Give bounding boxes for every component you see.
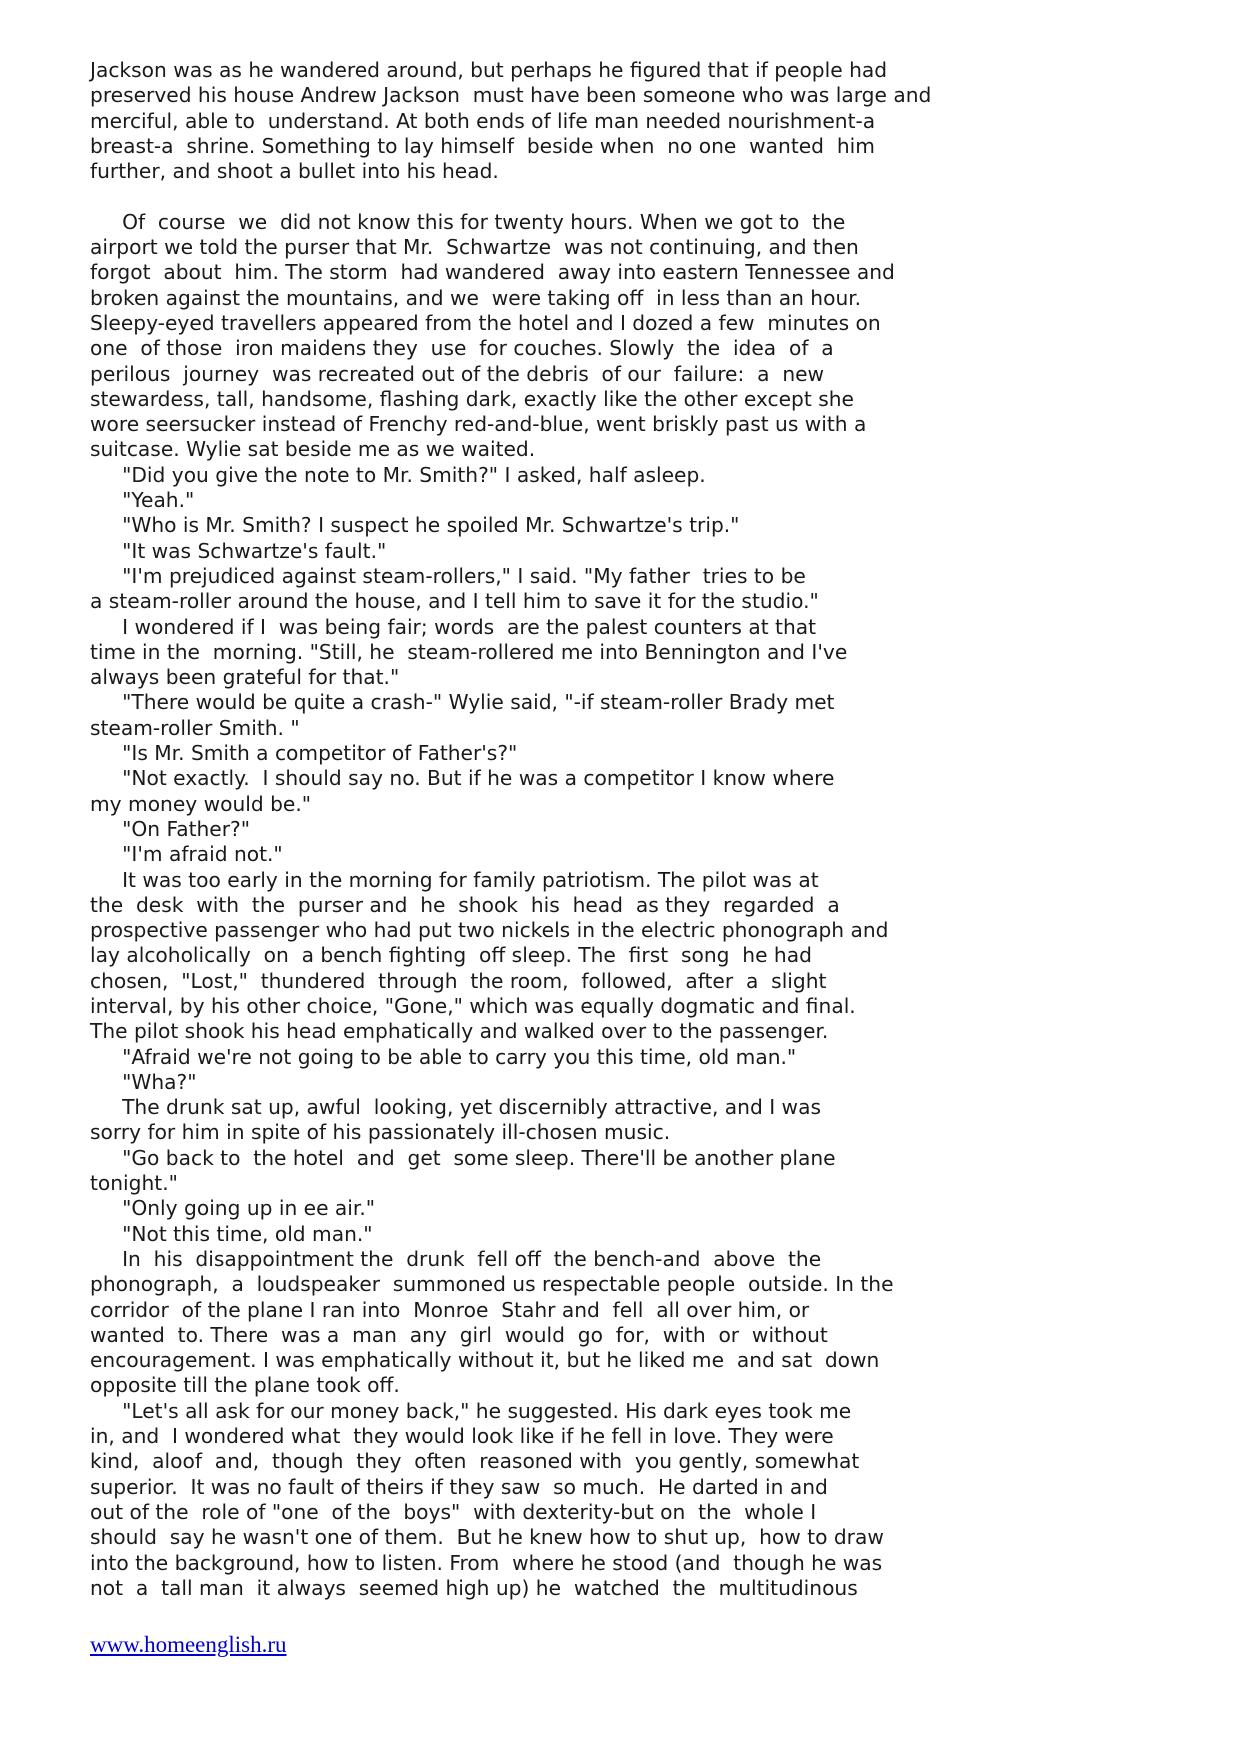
- text-line: one of those iron maidens they use for couches. Slowly the idea of a: [90, 336, 834, 361]
- text-line: in, and I wondered what they would look like if he fell in love. They were: [90, 1424, 834, 1449]
- text-line: forgot about him. The storm had wandered away into eastern Tennessee and: [90, 260, 895, 285]
- text-line: perilous journey was recreated out of the debris of our failure: a new: [90, 361, 825, 386]
- text-line: preserved his house Andrew Jackson must have been someone who was large and: [90, 83, 932, 108]
- page-body: [90, 58, 1170, 1601]
- text-line: "Wha?": [90, 1069, 197, 1094]
- text-line: broken against the mountains, and we were taking off in less than an hour.: [90, 285, 862, 310]
- text-line: should say he wasn't one of them. But he knew how to shut up, how to draw: [90, 1525, 884, 1550]
- text-line: Jackson was as he wandered around, but perhaps he figured that if people had: [90, 58, 888, 82]
- text-line: "Not exactly. I should say no. But if he was a competitor I know where: [90, 766, 835, 791]
- text-line: "On Father?": [90, 816, 251, 841]
- text-line: opposite till the plane took off.: [90, 1373, 400, 1398]
- text-line: airport we told the purser that Mr. Schwartze was not continuing, and then: [90, 235, 859, 260]
- text-line: superior. It was no fault of theirs if they saw so much. He darted in and: [90, 1474, 828, 1499]
- text-line: breast-a shrine. Something to lay himself beside when no one wanted him: [90, 133, 875, 158]
- text-line: "Yeah.": [90, 488, 195, 513]
- text-line: time in the morning. "Still, he steam-rollered me into Bennington and I've: [90, 639, 848, 664]
- text-line: "Did you give the note to Mr. Smith?" I asked, half asleep.: [90, 462, 706, 487]
- text-line: wore seersucker instead of Frenchy red-and-blue, went briskly past us with a: [90, 412, 867, 437]
- text-line: encouragement. I was emphatically without it, but he liked me and sat down: [90, 1348, 880, 1373]
- text-line: the desk with the purser and he shook his head as they regarded a: [90, 892, 840, 917]
- text-line: not a tall man it always seemed high up) he watched the multitudinous: [90, 1575, 858, 1600]
- text-line: lay alcoholically on a bench fighting off sleep. The first song he had: [90, 943, 812, 968]
- text-line: steam-roller Smith. ": [90, 715, 300, 740]
- text-line: "Who is Mr. Smith? I suspect he spoiled Mr. Schwartze's trip.": [90, 513, 740, 538]
- text-line: "Is Mr. Smith a competitor of Father's?": [90, 741, 518, 766]
- text-line: a steam-roller around the house, and I tell him to save it for the studio.": [90, 589, 819, 614]
- text-line: "Let's all ask for our money back," he suggested. His dark eyes took me: [90, 1398, 852, 1423]
- text-line: "Only going up in ee air.": [90, 1196, 376, 1221]
- text-line: phonograph, a loudspeaker summoned us respectable people outside. In the: [90, 1272, 894, 1297]
- text-line: wanted to. There was a man any girl would go for, with or without: [90, 1322, 828, 1347]
- text-line: "Afraid we're not going to be able to carry you this time, old man.": [90, 1044, 797, 1069]
- footer-link[interactable]: www.homeenglish.ru: [90, 1632, 287, 1657]
- text-line: into the background, how to listen. From where he stood (and though he was: [90, 1550, 883, 1575]
- text-line: "Go back to the hotel and get some sleep. There'll be another plane: [90, 1145, 836, 1170]
- text-line: interval, by his other choice, "Gone," which was equally dogmatic and final.: [90, 993, 856, 1018]
- text-line: tonight.": [90, 1171, 178, 1196]
- text-line: "Not this time, old man.": [90, 1221, 373, 1246]
- text-line: It was too early in the morning for family patriotism. The pilot was at: [90, 867, 819, 892]
- text-line: "I'm afraid not.": [90, 842, 283, 867]
- text-line: stewardess, tall, handsome, flashing dark, exactly like the other except she: [90, 386, 854, 411]
- text-line: always been grateful for that.": [90, 665, 400, 690]
- text-line: merciful, able to understand. At both ends of life man needed nourishment-a: [90, 108, 876, 133]
- text-line: corridor of the plane I ran into Monroe Stahr and fell all over him, or: [90, 1297, 810, 1322]
- text-line: "I'm prejudiced against steam-rollers," I said. "My father tries to be: [90, 563, 806, 588]
- text-line: my money would be.": [90, 791, 312, 816]
- text-line: Sleepy-eyed travellers appeared from the hotel and I dozed a few minutes on: [90, 310, 881, 335]
- text-line: I wondered if I was being fair; words are the palest counters at that: [90, 614, 817, 639]
- text-line: "It was Schwartze's fault.": [90, 538, 387, 563]
- paragraph-gap: [90, 184, 1170, 209]
- text-line: "There would be quite a crash-" Wylie said, "-if steam-roller Brady met: [90, 690, 835, 715]
- text-line: kind, aloof and, though they often reasoned with you gently, somewhat: [90, 1449, 860, 1474]
- text-line: sorry for him in spite of his passionately ill-chosen music.: [90, 1120, 671, 1145]
- text-line: The pilot shook his head emphatically and walked over to the passenger.: [90, 1019, 829, 1044]
- text-line: In his disappointment the drunk fell off the bench-and above the: [90, 1246, 822, 1271]
- text-line: Of course we did not know this for twenty hours. When we got to the: [90, 209, 846, 234]
- text-line: suitcase. Wylie sat beside me as we waited.: [90, 437, 536, 462]
- text-line: further, and shoot a bullet into his head.: [90, 159, 499, 184]
- text-line: out of the role of "one of the boys" with dexterity-but on the whole I: [90, 1499, 817, 1524]
- text-line: chosen, "Lost," thundered through the room, followed, after a slight: [90, 968, 827, 993]
- text-line: The drunk sat up, awful looking, yet discernibly attractive, and I was: [90, 1095, 821, 1120]
- text-line: prospective passenger who had put two nickels in the electric phonograph and: [90, 918, 889, 943]
